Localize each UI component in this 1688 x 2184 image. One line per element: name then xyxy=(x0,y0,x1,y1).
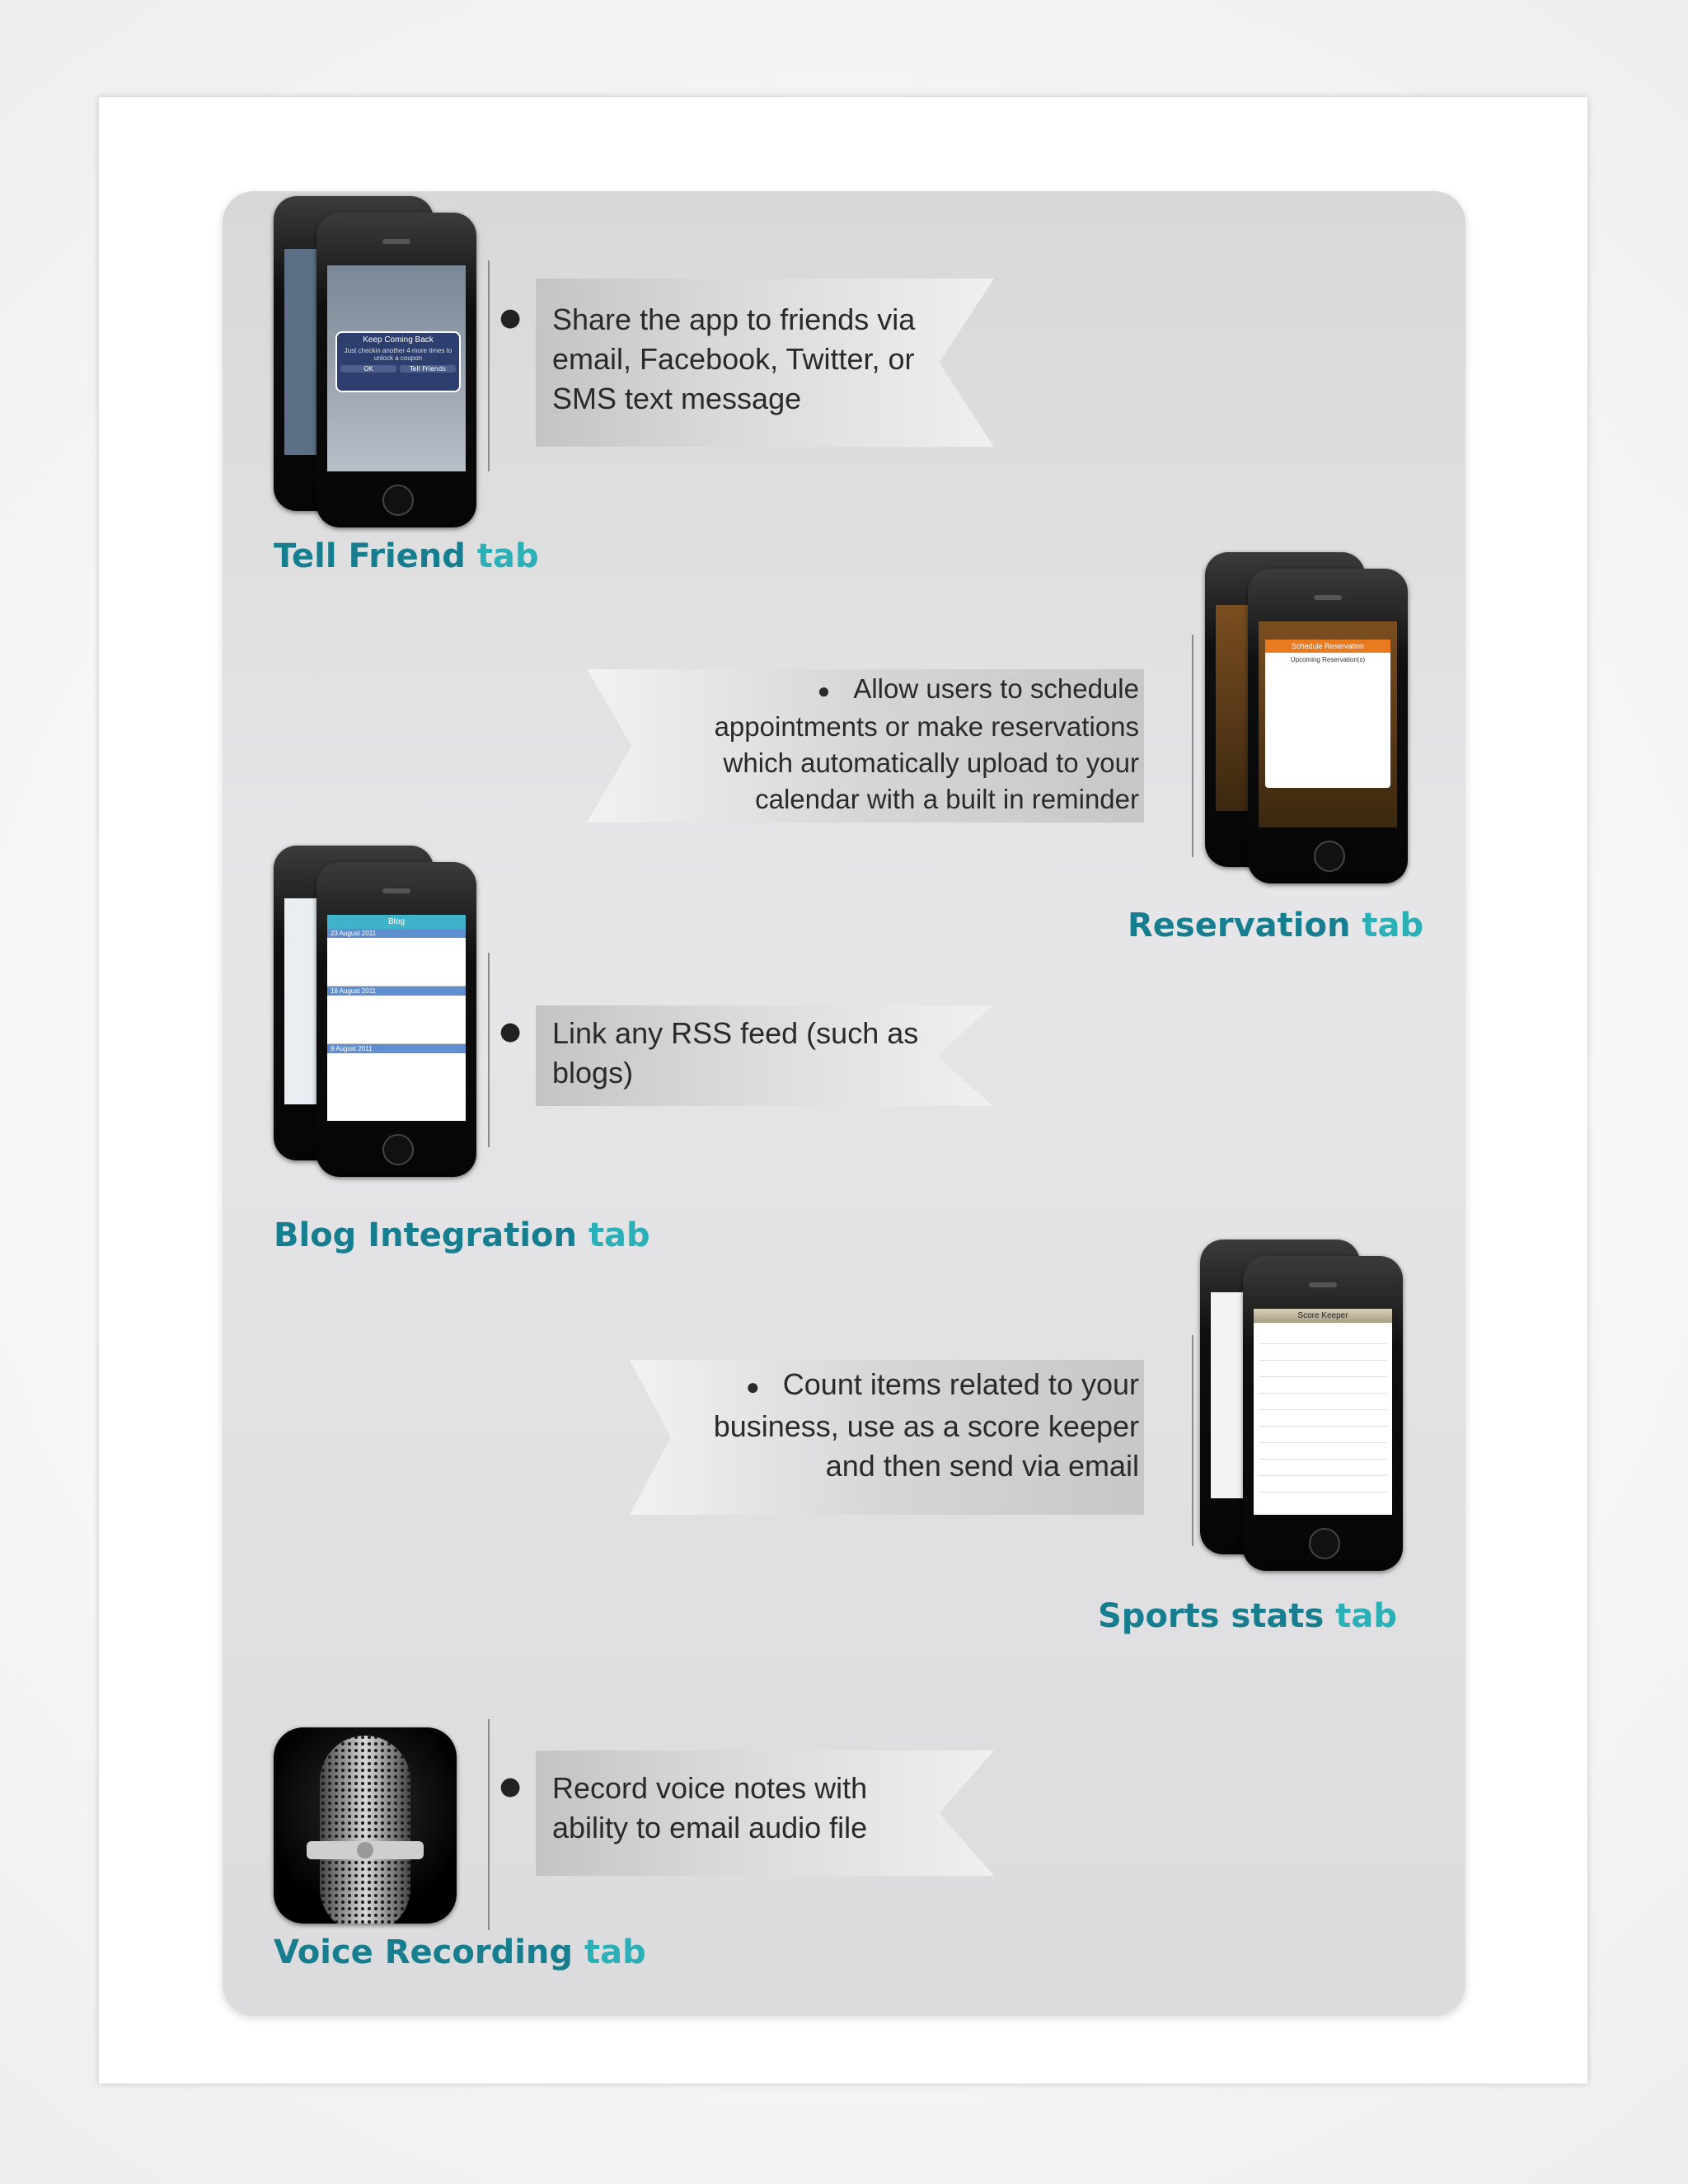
bullet-icon: ● xyxy=(499,1772,522,1801)
desc-line: Record voice notes with xyxy=(552,1771,868,1805)
score-keeper-title: Score Keeper xyxy=(1254,1309,1392,1323)
divider xyxy=(1192,635,1193,857)
bullet-icon: ● xyxy=(499,303,522,332)
desc-line: which automatically upload to your xyxy=(723,748,1139,778)
schedule-reservation-button[interactable]: Schedule Reservation xyxy=(1265,640,1390,653)
feature-description xyxy=(552,300,981,419)
tab-suffix: tab xyxy=(588,1216,650,1254)
blog-title: Blog xyxy=(327,915,466,929)
tab-label xyxy=(274,537,539,575)
phone-mockup xyxy=(1205,552,1419,882)
bullet-icon: ● xyxy=(745,1374,760,1399)
tab-name: Blog Integration xyxy=(274,1216,577,1254)
tab-suffix: tab xyxy=(584,1933,646,1971)
divider xyxy=(1192,1335,1193,1546)
upcoming-label: Upcoming Reservation(s) xyxy=(1290,656,1366,663)
tab-name: Tell Friend xyxy=(274,537,466,575)
tab-name: Reservation xyxy=(1128,907,1351,944)
dialog-title: Keep Coming Back xyxy=(363,335,434,344)
desc-line: Share the app to friends via xyxy=(552,302,916,336)
dialog-body: Just checkin another 4 more times to unlock a coupon xyxy=(344,347,452,362)
desc-line: ability to email audio file xyxy=(552,1811,868,1844)
feature-description xyxy=(626,671,1139,818)
desc-line: business, use as a score keeper xyxy=(713,1409,1139,1443)
phone-front xyxy=(1248,569,1408,883)
divider xyxy=(488,953,490,1147)
ok-button[interactable]: OK xyxy=(340,365,396,373)
tab-suffix: tab xyxy=(1335,1597,1398,1635)
phone-mockup xyxy=(274,846,488,1175)
blog-date: 16 August 2011 xyxy=(327,987,466,996)
desc-line: blogs) xyxy=(552,1056,634,1090)
tab-suffix: tab xyxy=(1362,907,1424,944)
divider xyxy=(488,260,490,471)
blog-date: 9 August 2011 xyxy=(327,1044,466,1053)
desc-line: appointments or make reservations xyxy=(714,711,1139,742)
tab-name: Voice Recording xyxy=(274,1933,574,1971)
desc-line: ● Count items related to your xyxy=(745,1367,1139,1401)
phone-front xyxy=(316,213,476,527)
blog-date: 23 August 2011 xyxy=(327,929,466,938)
tab-suffix: tab xyxy=(476,537,539,575)
feature-description xyxy=(676,1365,1139,1486)
bullet-icon: ● xyxy=(817,678,831,703)
phone-front xyxy=(1243,1256,1403,1571)
desc-line: ● Allow users to schedule xyxy=(817,673,1139,704)
microphone-icon xyxy=(274,1727,457,1924)
feature-description xyxy=(552,1014,981,1093)
tell-friends-button[interactable]: Tell Friends xyxy=(400,365,456,373)
phone-mockup xyxy=(274,196,488,526)
tab-label xyxy=(274,1933,646,1971)
bullet-icon: ● xyxy=(499,1017,522,1046)
desc-line: calendar with a built in reminder xyxy=(755,784,1139,814)
feature-description xyxy=(552,1769,981,1848)
divider xyxy=(488,1719,490,1930)
phone-mockup xyxy=(1200,1240,1414,1569)
desc-line: and then send via email xyxy=(825,1449,1139,1483)
tab-label xyxy=(1128,907,1423,944)
tab-name: Sports stats xyxy=(1098,1597,1325,1635)
desc-line: SMS text message xyxy=(552,382,802,415)
phone-front xyxy=(316,862,476,1177)
desc-line: email, Facebook, Twitter, or xyxy=(552,342,915,376)
desc-line: Link any RSS feed (such as xyxy=(552,1016,919,1050)
tab-label xyxy=(274,1216,650,1254)
tab-label xyxy=(1098,1597,1397,1635)
